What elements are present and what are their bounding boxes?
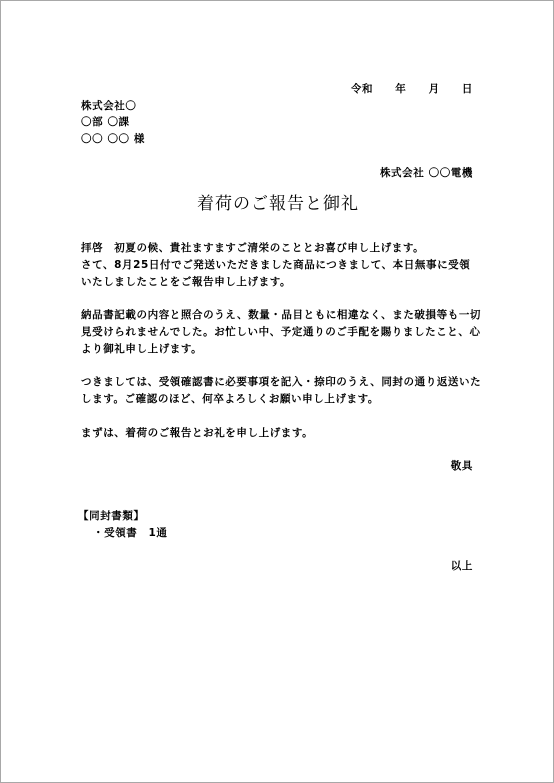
end-word: 以上 <box>450 560 473 572</box>
body-line: より御礼申し上げます。 <box>81 343 203 355</box>
enclosure-item: ・受領書 1通 <box>93 527 168 539</box>
body-line: まずは、着荷のご報告とお礼を申し上げます。 <box>81 427 314 439</box>
body-line: さて、8月25日付でご発送いただきました商品につきまして、本日無事に受領 <box>81 259 471 271</box>
body-line: つきましては、受領確認書に必要事項を記入・捺印のうえ、同封の通り返送いた <box>81 376 482 388</box>
recipient-company: 株式会社〇 <box>81 100 137 112</box>
document-title: 着荷のご報告と御礼 <box>197 194 359 214</box>
body-line: 見受けられませんでした。お忙しい中、予定通りのご手配を賜りましたこと、心 <box>81 326 481 338</box>
body-line: します。ご確認のほど、何卒よろしくお願い申し上げます。 <box>81 393 380 405</box>
body-line: 納品書記載の内容と照合のうえ、数量・品目ともに相違なく、また破損等も一切 <box>81 309 482 321</box>
enclosure-heading: 【同封書類】 <box>78 510 145 522</box>
body-line: 拝啓 初夏の候、貴社ますますご清栄のこととお喜び申し上げます。 <box>81 242 425 254</box>
recipient-department: 〇部 〇課 <box>81 116 130 128</box>
date-line: 令和 年 月 日 <box>350 83 473 95</box>
body-line: いたしましたことをご報告申し上げます。 <box>81 276 292 288</box>
sender-name: 株式会社 〇〇電機 <box>379 167 473 179</box>
recipient-person: 〇〇 〇〇 様 <box>81 133 146 145</box>
closing-word: 敬具 <box>450 460 473 472</box>
